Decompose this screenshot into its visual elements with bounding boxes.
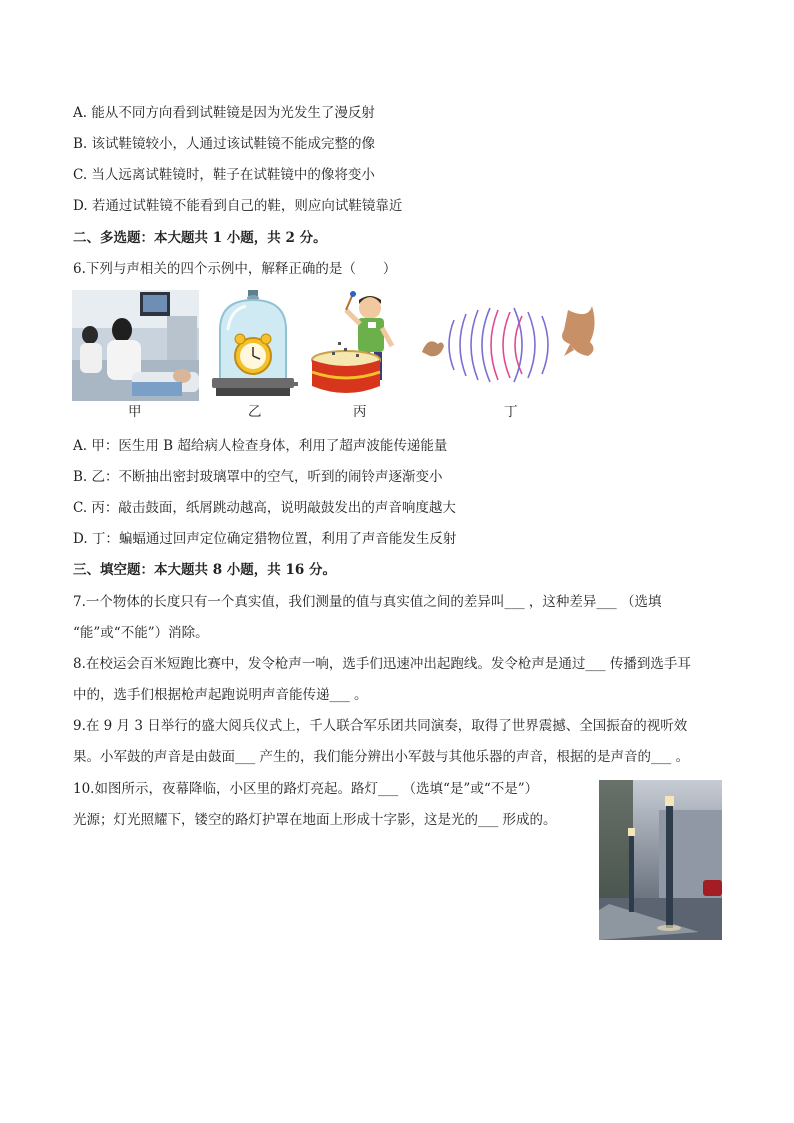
caption-bing: 丙 [353, 404, 367, 420]
q8-line-2: 中的，选手们根据枪声起跑说明声音能传递___ 。 [73, 687, 368, 703]
ultrasound-photo [72, 290, 199, 401]
q8-line-1: 8.在校运会百米短跑比赛中，发令枪声一响，选手们迅速冲出起跑线。发令枪声是通过___ 传播到选手耳 [73, 656, 691, 672]
q5-option-b: B. 该试鞋镜较小，人通过该试鞋镜不能成完整的像 [73, 136, 376, 152]
section-3-title: 三、填空题：本大题共 8 小题，共 16 分。 [73, 562, 336, 578]
q10-line-1: 10.如图所示，夜幕降临，小区里的路灯亮起。路灯___ （选填“是”或“不是”） [73, 781, 539, 797]
q6-option-a: A. 甲：医生用 B 超给病人检查身体，利用了超声波能传递能量 [73, 438, 448, 454]
caption-jia: 甲 [128, 404, 142, 420]
bell-jar-clock-figure [210, 290, 298, 400]
q7-line-2: “能”或“不能”）消除。 [73, 625, 209, 641]
q5-option-a: A. 能从不同方向看到试鞋镜是因为光发生了漫反射 [73, 105, 375, 121]
drum-boy-figure [310, 288, 402, 400]
q9-line-1: 9.在 9 月 3 日举行的盛大阅兵仪式上，千人联合军乐团共同演奏，取得了世界震撼、全国振奋的视听效 [73, 718, 688, 734]
q9-line-2: 果。小军鼓的声音是由鼓面___ 产生的，我们能分辨出小军鼓与其他乐器的声音，根据的是声音的___ 。 [73, 749, 690, 765]
street-lamp-photo [599, 780, 722, 940]
section-2-title: 二、多选题：本大题共 1 小题，共 2 分。 [73, 230, 327, 246]
q10-line-2: 光源；灯光照耀下，镂空的路灯护罩在地面上形成十字影，这是光的___ 形成的。 [73, 812, 557, 828]
caption-yi: 乙 [248, 404, 262, 420]
q7-line-1: 7.一个物体的长度只有一个真实值，我们测量的值与真实值之间的差异叫___ ，这种差异___ （选填 [73, 594, 662, 610]
q6-option-b: B. 乙：不断抽出密封玻璃罩中的空气，听到的闹铃声逐渐变小 [73, 469, 443, 485]
q6-stem: 6.下列与声相关的四个示例中，解释正确的是（ ） [73, 261, 397, 277]
q5-option-d: D. 若通过试鞋镜不能看到自己的鞋，则应向试鞋镜靠近 [73, 198, 403, 214]
q5-option-c: C. 当人远离试鞋镜时，鞋子在试鞋镜中的像将变小 [73, 167, 375, 183]
q6-option-c: C. 丙：敲击鼓面，纸屑跳动越高，说明敲鼓发出的声音响度越大 [73, 500, 456, 516]
bat-echolocation-figure [418, 300, 604, 390]
q6-option-d: D. 丁：蝙蝠通过回声定位确定猎物位置，利用了声音能发生反射 [73, 531, 457, 547]
caption-ding: 丁 [504, 404, 518, 420]
